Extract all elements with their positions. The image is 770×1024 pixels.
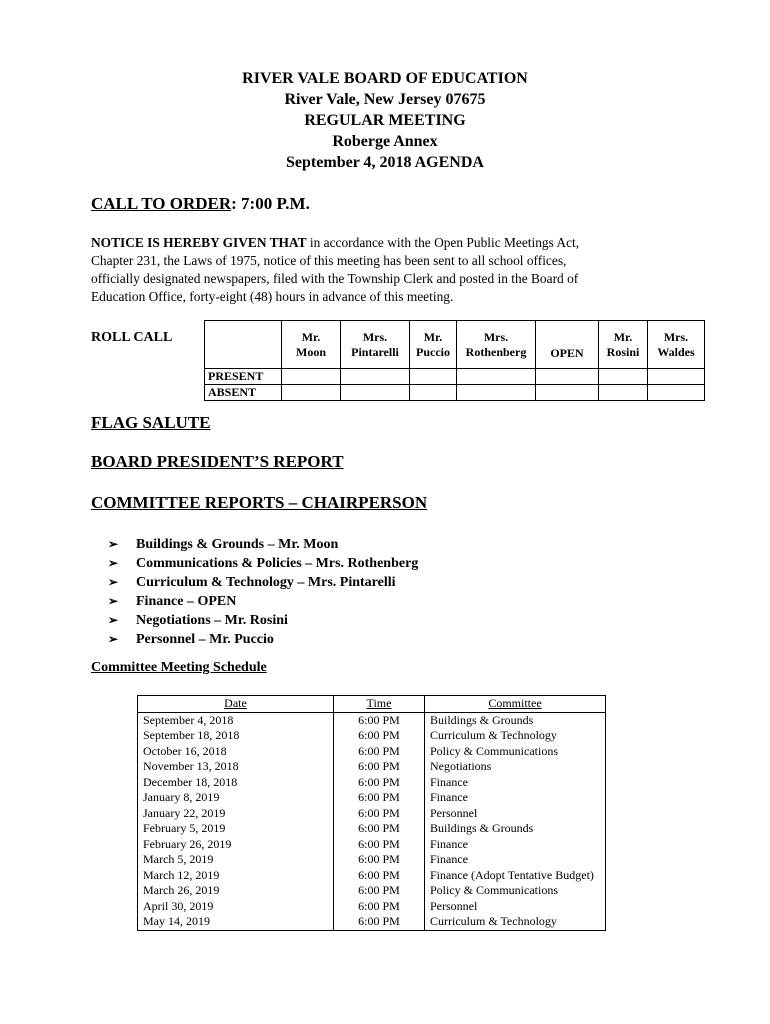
arrow-bullet-icon: ➢	[108, 556, 119, 570]
list-item: ➢ Negotiations – Mr. Rosini	[108, 613, 288, 628]
roll-member-cell: OPEN	[536, 321, 599, 369]
roll-call-corner-cell	[205, 321, 282, 369]
table-row	[138, 821, 606, 837]
list-item: ➢ Curriculum & Technology – Mrs. Pintarelli	[108, 575, 396, 590]
table-row	[138, 837, 606, 853]
schedule-committee-cell: Finance	[425, 852, 606, 868]
table-row	[138, 790, 606, 806]
list-item: ➢ Buildings & Grounds – Mr. Moon	[108, 537, 339, 552]
table-row	[138, 744, 606, 760]
schedule-date-cell: January 22, 2019	[138, 806, 334, 822]
schedule-time-cell: 6:00 PM	[334, 868, 425, 884]
roll-call-row-present	[205, 369, 705, 385]
schedule-time-cell: 6:00 PM	[334, 883, 425, 899]
roll-member-cell: Mrs. Waldes	[648, 321, 705, 369]
roll-checkbox-cell[interactable]	[536, 369, 599, 385]
schedule-committee-cell: Finance	[425, 790, 606, 806]
schedule-committee-cell: Policy & Communications	[425, 744, 606, 760]
schedule-date-cell: September 18, 2018	[138, 728, 334, 744]
roll-checkbox-cell[interactable]	[341, 369, 410, 385]
header-board-name: RIVER VALE BOARD OF EDUCATION	[242, 70, 528, 87]
schedule-committee-cell: Buildings & Grounds	[425, 712, 606, 728]
committee-list	[108, 535, 418, 649]
chairperson-label: CHAIRPERSON	[301, 493, 428, 512]
call-to-order-time: : 7:00 P.M.	[231, 194, 310, 213]
schedule-time-cell: 6:00 PM	[334, 821, 425, 837]
list-item: ➢ Communications & Policies – Mrs. Rothenberg	[108, 556, 419, 571]
roll-checkbox-cell[interactable]	[536, 385, 599, 401]
schedule-header-time: Time	[334, 696, 425, 713]
schedule-date-cell: December 18, 2018	[138, 775, 334, 791]
roll-member-cell: Mr. Puccio	[410, 321, 457, 369]
arrow-bullet-icon: ➢	[108, 594, 119, 608]
schedule-time-cell: 6:00 PM	[334, 728, 425, 744]
roll-member-cell: Mrs. Rothenberg	[457, 321, 536, 369]
roll-call-table	[204, 320, 705, 401]
roll-call-header-row	[205, 321, 705, 369]
schedule-date-cell: April 30, 2019	[138, 899, 334, 915]
roll-checkbox-cell[interactable]	[457, 369, 536, 385]
roll-call-label: ROLL CALL	[91, 330, 173, 345]
list-item: ➢ Personnel – Mr. Puccio	[108, 632, 274, 647]
schedule-committee-cell: Personnel	[425, 806, 606, 822]
roll-member-cell: Mrs. Pintarelli	[341, 321, 410, 369]
roll-call-row-absent	[205, 385, 705, 401]
list-item: ➢ Finance – OPEN	[108, 594, 237, 609]
schedule-committee-cell: Finance	[425, 837, 606, 853]
schedule-date-cell: January 8, 2019	[138, 790, 334, 806]
schedule-time-cell: 6:00 PM	[334, 852, 425, 868]
arrow-bullet-icon: ➢	[108, 575, 119, 589]
table-row	[138, 914, 606, 930]
roll-checkbox-cell[interactable]	[410, 369, 457, 385]
roll-checkbox-cell[interactable]	[457, 385, 536, 401]
schedule-committee-cell: Buildings & Grounds	[425, 821, 606, 837]
roll-checkbox-cell[interactable]	[648, 369, 705, 385]
schedule-title: Committee Meeting Schedule	[91, 660, 267, 675]
notice-line-1: in accordance with the Open Public Meetings Act,	[306, 235, 580, 250]
roll-member-cell: Mr. Rosini	[599, 321, 648, 369]
schedule-time-cell: 6:00 PM	[334, 759, 425, 775]
meeting-notice	[91, 234, 681, 306]
roll-checkbox-cell[interactable]	[410, 385, 457, 401]
header-date: September 4, 2018 AGENDA	[286, 154, 484, 171]
schedule-date-cell: October 16, 2018	[138, 744, 334, 760]
table-row	[138, 712, 606, 728]
table-row	[138, 852, 606, 868]
schedule-committee-cell: Negotiations	[425, 759, 606, 775]
schedule-time-cell: 6:00 PM	[334, 914, 425, 930]
schedule-time-cell: 6:00 PM	[334, 806, 425, 822]
schedule-header-committee: Committee	[425, 696, 606, 713]
schedule-committee-cell: Personnel	[425, 899, 606, 915]
schedule-header-row	[138, 696, 606, 713]
table-row	[138, 806, 606, 822]
section-flag-salute: FLAG SALUTE	[91, 413, 211, 432]
header-meeting-type: REGULAR MEETING	[304, 112, 466, 129]
arrow-bullet-icon: ➢	[108, 632, 119, 646]
schedule-committee-cell: Finance	[425, 775, 606, 791]
table-row	[138, 883, 606, 899]
schedule-committee-cell: Finance (Adopt Tentative Budget)	[425, 868, 606, 884]
schedule-time-cell: 6:00 PM	[334, 790, 425, 806]
schedule-time-cell: 6:00 PM	[334, 899, 425, 915]
schedule-committee-cell: Curriculum & Technology	[425, 728, 606, 744]
roll-checkbox-cell[interactable]	[282, 385, 341, 401]
roll-checkbox-cell[interactable]	[648, 385, 705, 401]
schedule-time-cell: 6:00 PM	[334, 775, 425, 791]
schedule-date-cell: November 13, 2018	[138, 759, 334, 775]
schedule-date-cell: September 4, 2018	[138, 712, 334, 728]
roll-checkbox-cell[interactable]	[599, 369, 648, 385]
call-to-order	[91, 194, 310, 214]
section-committee-reports	[91, 493, 427, 513]
section-president-report: BOARD PRESIDENT’S REPORT	[91, 452, 344, 471]
roll-checkbox-cell[interactable]	[282, 369, 341, 385]
document-header	[0, 68, 770, 173]
committee-reports-separator: –	[284, 493, 302, 512]
roll-checkbox-cell[interactable]	[599, 385, 648, 401]
schedule-date-cell: March 12, 2019	[138, 868, 334, 884]
table-row	[138, 899, 606, 915]
schedule-time-cell: 6:00 PM	[334, 712, 425, 728]
header-venue: Roberge Annex	[332, 133, 438, 150]
schedule-time-cell: 6:00 PM	[334, 744, 425, 760]
schedule-date-cell: May 14, 2019	[138, 914, 334, 930]
roll-row-label: PRESENT	[205, 369, 282, 385]
notice-line-2: Chapter 231, the Laws of 1975, notice of this meeting has been sent to all school offices,	[91, 253, 567, 268]
header-location: River Vale, New Jersey 07675	[284, 91, 486, 108]
call-to-order-label: CALL TO ORDER	[91, 194, 232, 213]
schedule-header-date: Date	[138, 696, 334, 713]
schedule-date-cell: March 5, 2019	[138, 852, 334, 868]
table-row	[138, 868, 606, 884]
schedule-committee-cell: Policy & Communications	[425, 883, 606, 899]
roll-checkbox-cell[interactable]	[341, 385, 410, 401]
table-row	[138, 759, 606, 775]
notice-lead: NOTICE IS HEREBY GIVEN THAT	[91, 235, 307, 250]
committee-reports-label: COMMITTEE REPORTS	[91, 493, 285, 512]
notice-line-4: Education Office, forty-eight (48) hours in advance of this meeting.	[91, 289, 454, 304]
schedule-date-cell: March 26, 2019	[138, 883, 334, 899]
roll-member-cell: Mr. Moon	[282, 321, 341, 369]
arrow-bullet-icon: ➢	[108, 613, 119, 627]
schedule-time-cell: 6:00 PM	[334, 837, 425, 853]
schedule-table	[137, 695, 606, 931]
table-row	[138, 775, 606, 791]
arrow-bullet-icon: ➢	[108, 537, 119, 551]
schedule-date-cell: February 5, 2019	[138, 821, 334, 837]
schedule-committee-cell: Curriculum & Technology	[425, 914, 606, 930]
notice-line-3: officially designated newspapers, filed with the Township Clerk and posted in the Board of	[91, 271, 579, 286]
table-row	[138, 728, 606, 744]
schedule-date-cell: February 26, 2019	[138, 837, 334, 853]
roll-row-label: ABSENT	[205, 385, 282, 401]
